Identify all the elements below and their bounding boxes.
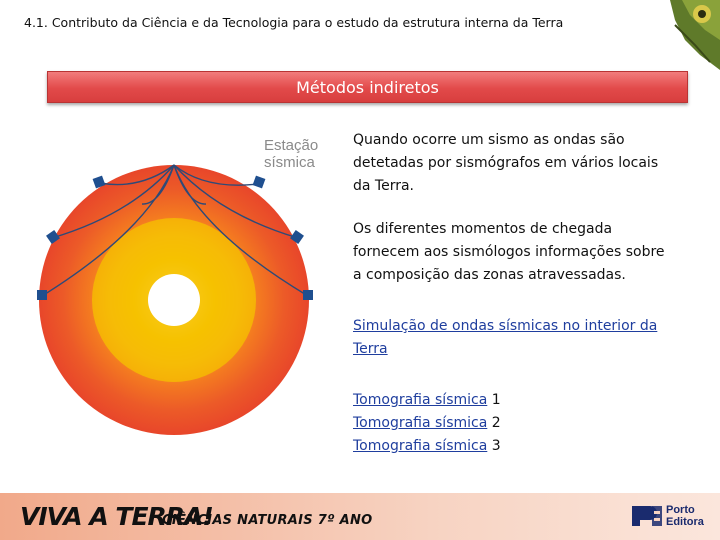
tomography-number-2: 2	[491, 415, 501, 431]
label-line-1: Estação	[264, 137, 319, 154]
station-icon	[303, 290, 313, 300]
publisher-line-2: Editora	[666, 516, 704, 528]
footer-bar	[0, 493, 720, 540]
tomography-link-2[interactable]: Tomografia sísmica	[353, 415, 488, 431]
publisher-logo	[632, 503, 704, 529]
brand-logo-text: VIVA A TERRA!	[20, 502, 213, 531]
station-icon	[37, 290, 47, 300]
tomography-number-1: 1	[491, 392, 501, 408]
label-line-2: sísmica	[264, 154, 315, 171]
tomography-item-3	[353, 435, 673, 458]
station-icon	[253, 176, 266, 189]
page-title: 4.1. Contributo da Ciência e da Tecnologia para o estudo da estrutura interna da Terra	[24, 15, 564, 30]
inner-core	[148, 274, 200, 326]
seismic-station-label	[264, 137, 318, 171]
tomography-item-1	[353, 389, 673, 412]
subject-label: CIÊNCIAS NATURAIS 7º ANO	[162, 513, 373, 528]
publisher-line-1: Porto	[666, 504, 695, 516]
tomography-number-3: 3	[491, 438, 501, 454]
banner-title: Métodos indiretos	[296, 77, 439, 97]
tomography-link-3[interactable]: Tomografia sísmica	[353, 438, 488, 454]
tomography-link-1[interactable]: Tomografia sísmica	[353, 392, 488, 408]
paragraph-detection: Quando ocorre um sismo as ondas são detetadas por sismógrafos em vários locais da Terra.	[353, 132, 659, 194]
earth-seismic-diagram	[30, 120, 350, 480]
content-column	[353, 129, 673, 458]
tomography-item-2	[353, 412, 673, 435]
corner-decoration-image	[660, 0, 720, 70]
porto-editora-logo-icon	[632, 503, 662, 529]
tomography-links	[353, 389, 673, 458]
section-banner	[47, 71, 688, 103]
paragraph-arrival-times: Os diferentes momentos de chegada fornecem aos sismólogos informações sobre a composição das zonas atravessadas.	[353, 221, 665, 283]
simulation-link[interactable]: Simulação de ondas sísmicas no interior da Terra	[353, 318, 658, 357]
